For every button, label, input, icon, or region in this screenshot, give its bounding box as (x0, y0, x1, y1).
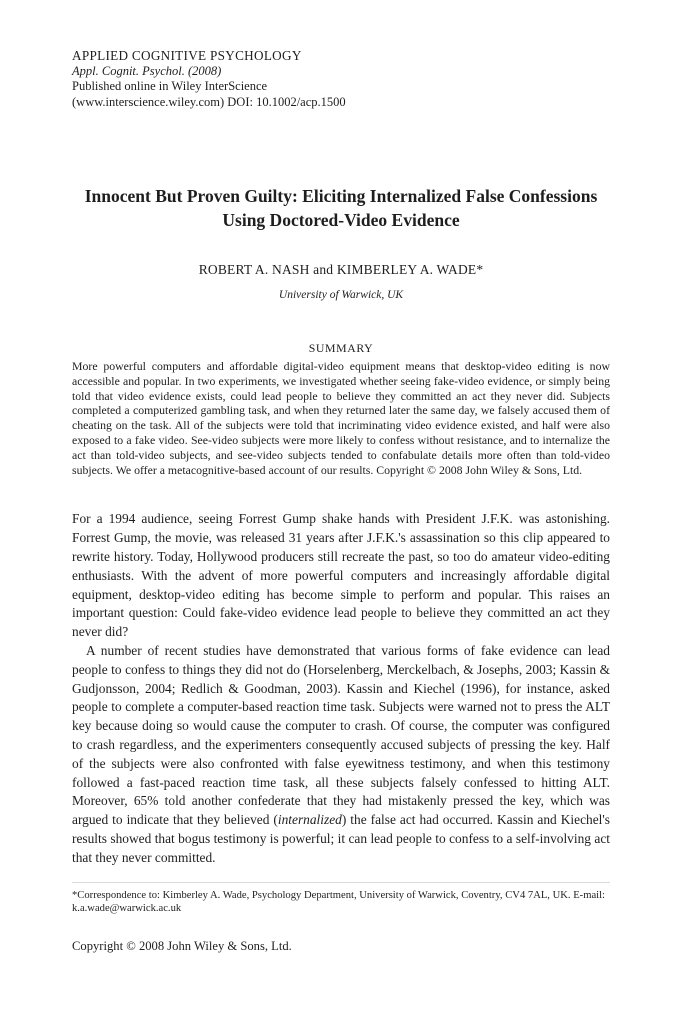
footnote-block (72, 882, 610, 916)
correspondence-note: *Correspondence to: Kimberley A. Wade, Psychology Department, University of Warwick, Coventry, CV4 7AL, UK. E-mail: k.a.wade@warwick.ac.uk (72, 889, 605, 914)
journal-citation: Appl. Cognit. Psychol. (2008) (72, 63, 222, 78)
summary-heading: SUMMARY (308, 341, 374, 355)
paper-title: Innocent But Proven Guilty: Eliciting Internalized False Confessions Using Doctored-Video Evidence (84, 186, 598, 230)
body-paragraph-2 (72, 642, 610, 868)
journal-published-line: Published online in Wiley InterScience (72, 79, 268, 93)
journal-doi-line: (www.interscience.wiley.com) DOI: 10.1002/acp.1500 (72, 94, 346, 109)
journal-name: APPLIED COGNITIVE PSYCHOLOGY (72, 48, 302, 63)
body-paragraph-2-italic-term: internalized (277, 812, 342, 828)
affiliation-line: University of Warwick, UK (278, 289, 404, 301)
summary-abstract-text: More powerful computers and affordable digital-video equipment means that desktop-video editing is now accessible and popular. In two experiments, we investigated whether seeing fake-video evidence, or simply being told that video evidence exists, could lead people to believe they committed an act they never did. Subjects completed a computerized gambling task, and when they returned later the same day, we falsely accused them of cheating on the task. All of the subjects were told that incriminating video evidence existed, and half were also exposed to a fake video. See-video subjects were more likely to confess without resistance, and to internalize the act than told-video subjects, and see-video subjects tended to confabulate details more often than told-video subjects. We offer a metacognitive-based account of our results. Copyright © 2008 John Wiley & Sons, Ltd. (72, 359, 610, 477)
authors-line: ROBERT A. NASH and KIMBERLEY A. WADE* (198, 262, 484, 277)
body-paragraph-2-pre: A number of recent studies have demonstrated that various forms of fake evidence can lead people to confess to things they did not do (Horselenberg, Merckelbach, & Josephs, 2003; Kassin & Gudjonsson, 2004; Redlich & Goodman, 2003). Kassin and Kiechel (1996), for instance, asked people to complete a computer-based reaction time task. Subjects were warned not to press the ALT key because doing so would cause the computer to crash. Of course, the computer was configured to crash regardless, and the experimenters consequently accused subjects of pressing the key. Half of the subjects were also confronted with false eyewitness testimony, and when this testimony followed a fast-paced reaction time task, all these subjects falsely confessed to hitting ALT. Moreover, 65% told another confederate that they had mistakenly pressed the key, which was argued to indicate that they believed ( (72, 642, 610, 828)
journal-header (72, 48, 610, 110)
body-paragraph-2-post: ) the false act had occurred. Kassin and Kiechel's results showed that bogus testimony is powerful; it can lead people to confess to a self-involving act that they never committed. (72, 812, 610, 865)
body-text (72, 510, 610, 867)
copyright-line: Copyright © 2008 John Wiley & Sons, Ltd. (72, 939, 292, 954)
body-paragraph-1: For a 1994 audience, seeing Forrest Gump shake hands with President J.F.K. was astonishing. Forrest Gump, the movie, was released 31 years after J.F.K.'s assassination so this clip appeared to rewrite history. Today, Hollywood producers still recreate the past, so too do amateur video-editing enthusiasts. With the advent of more powerful computers and increasingly affordable digital equipment, desktop-video editing has become simple to perform and popular. This raises an important question: Could fake-video evidence lead people to believe they committed an act they never did? (72, 511, 610, 640)
